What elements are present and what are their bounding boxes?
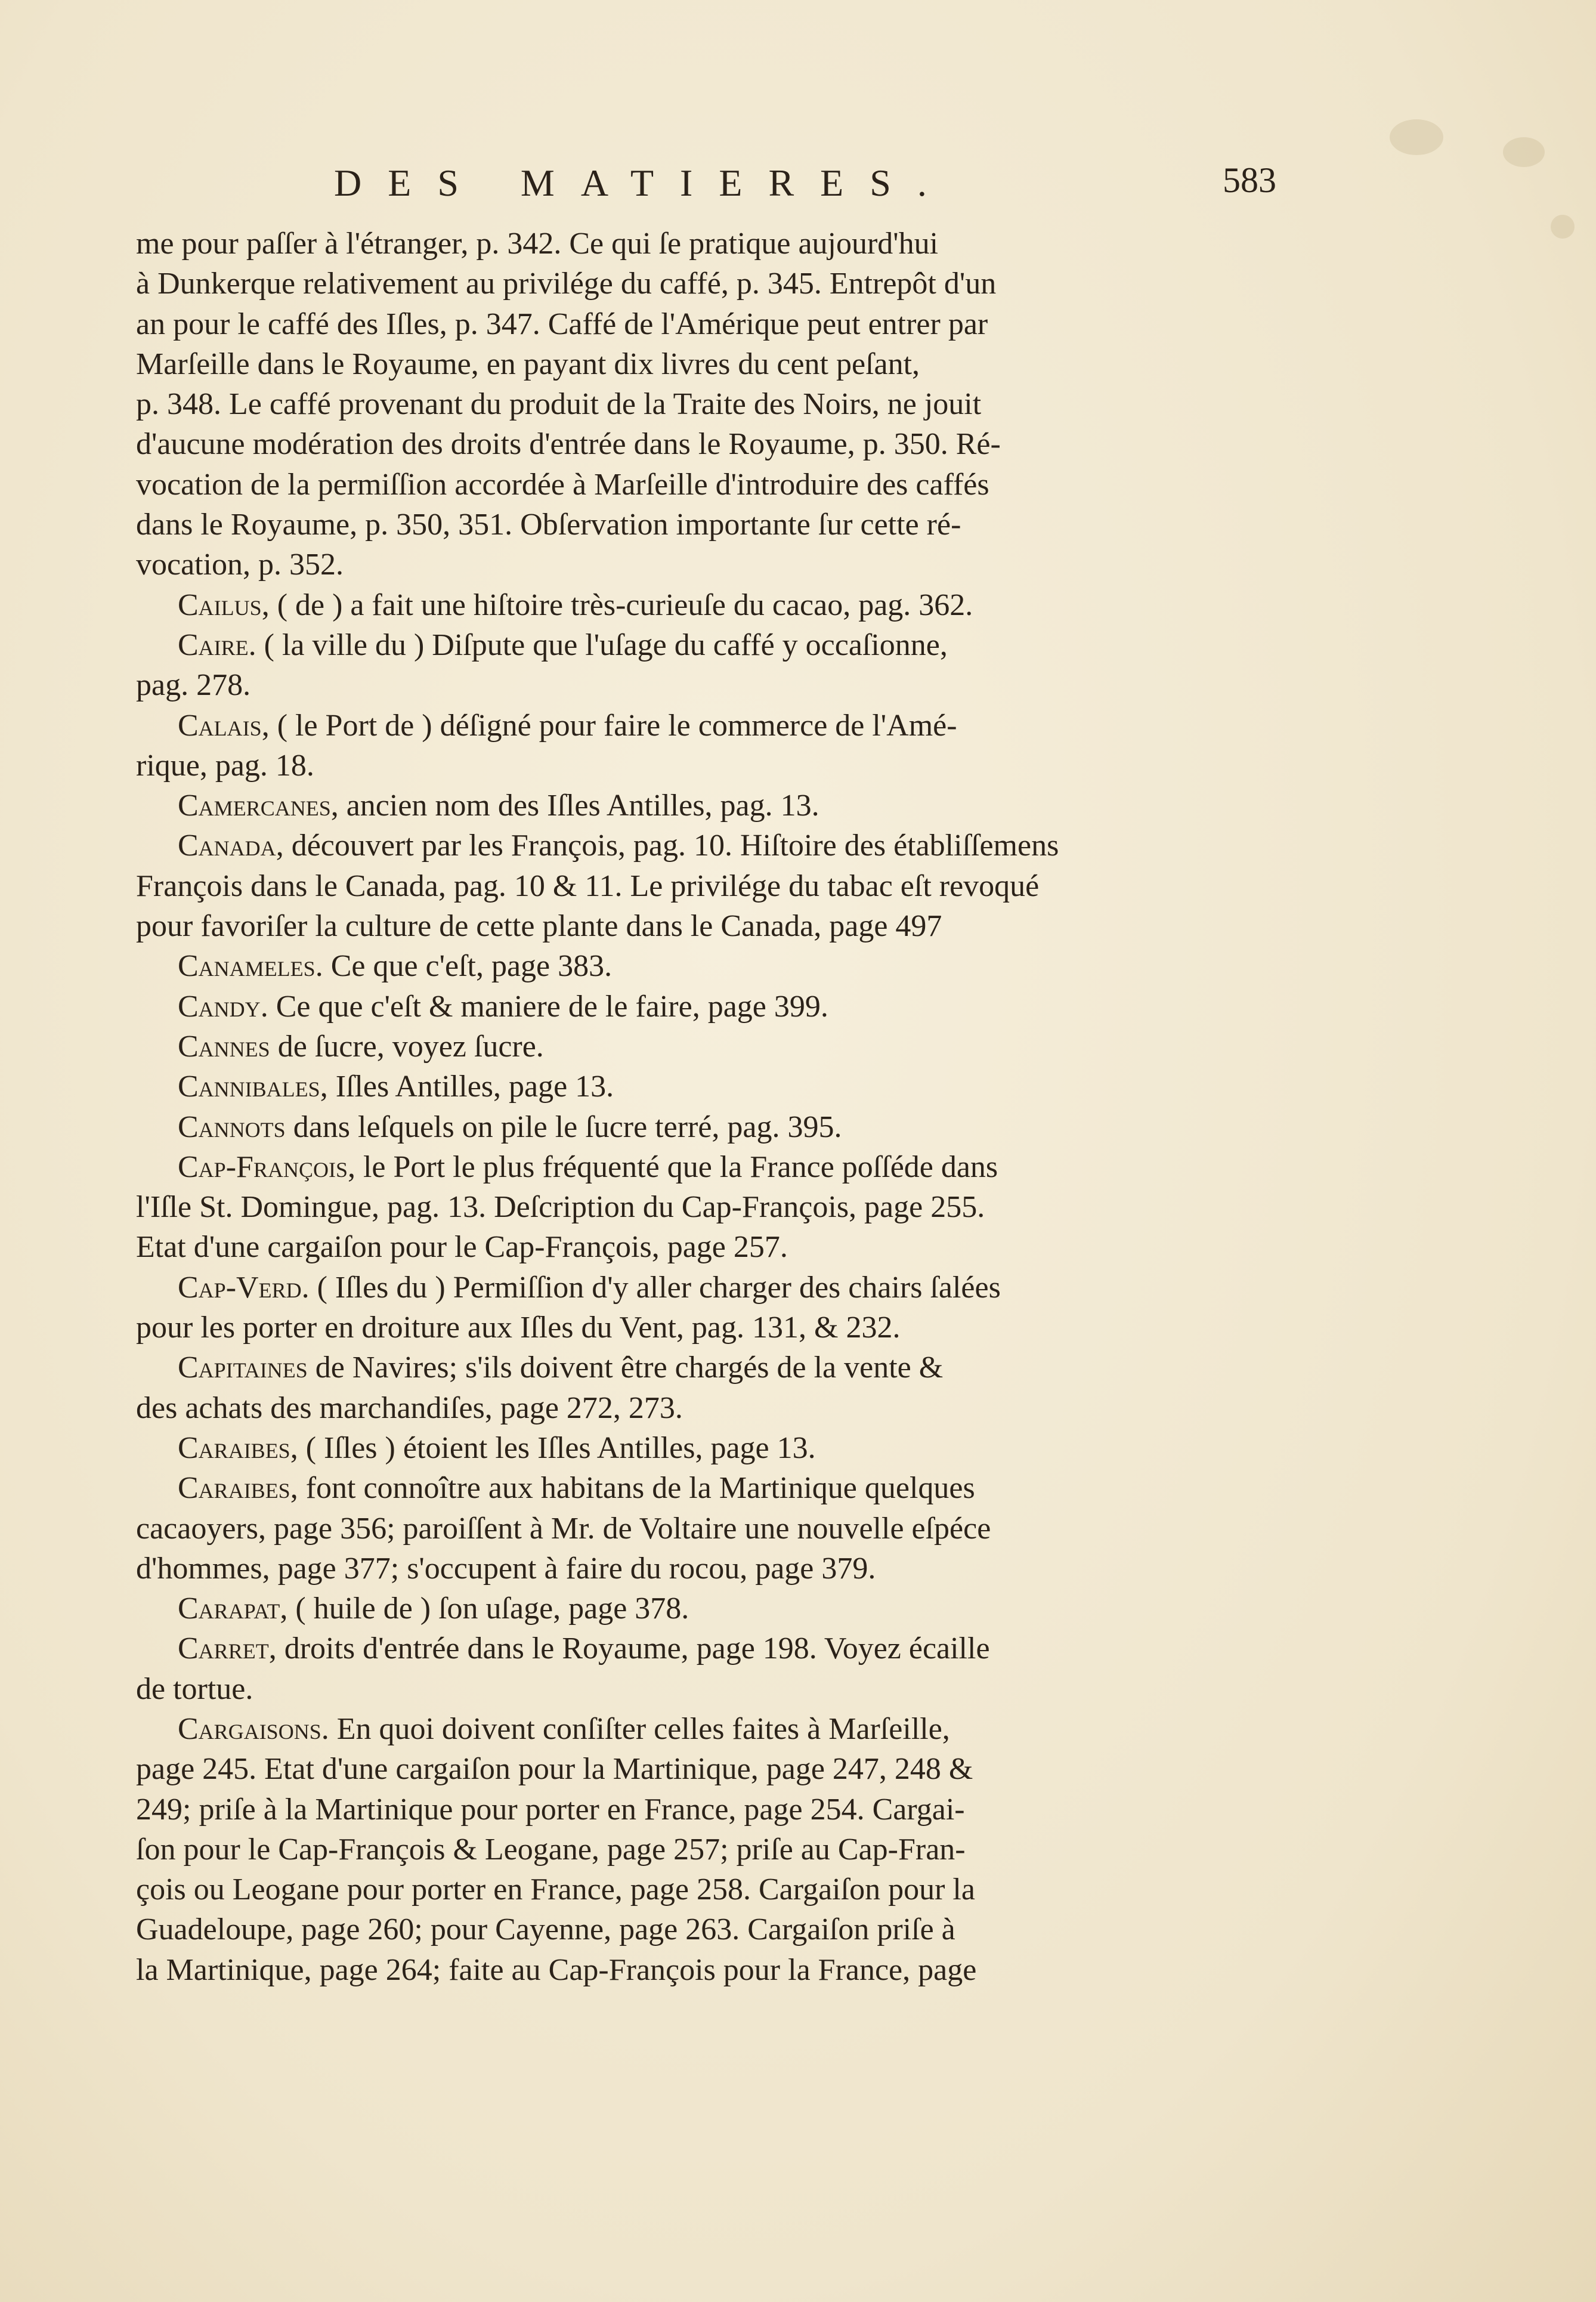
index-entry-candy <box>136 987 1290 1027</box>
entry-headword: Camercanes <box>178 789 331 823</box>
index-line <box>136 1549 1290 1589</box>
index-entry-cargaisons <box>136 1709 1290 1990</box>
index-entry-caire <box>136 625 1290 706</box>
entry-headword: Caraibes <box>178 1430 290 1465</box>
entry-text: page 245. Etat d'une cargaiſon pour la Martinique, page 247, 248 & <box>136 1752 973 1787</box>
index-line <box>136 906 1290 946</box>
index-line <box>136 1870 1290 1909</box>
entry-text: de ſucre, voyez ſucre. <box>270 1029 544 1064</box>
index-line <box>136 1509 1290 1549</box>
entry-text: , font connoître aux habitans de la Martinique quelques <box>290 1471 975 1506</box>
entry-headword: Caraibes <box>178 1471 290 1506</box>
index-text <box>136 224 1290 1990</box>
entry-text: pour les porter en droiture aux Iſles du Vent, pag. 131, & 232. <box>136 1311 901 1345</box>
index-entry-cannots <box>136 1107 1290 1147</box>
entry-text: de Navires; s'ils doivent être chargés de la vente & <box>307 1351 944 1385</box>
entry-text: . ( Iſles du ) Permiſſion d'y aller charger des chairs ſalées <box>301 1270 1001 1305</box>
entry-text: des achats des marchandiſes, page 272, 273. <box>136 1391 683 1425</box>
entry-text: vocation de la permiſſion accordée à Marſeille d'introduire des caffés <box>136 467 989 502</box>
index-line <box>136 224 1290 264</box>
index-line <box>136 1790 1290 1830</box>
index-line <box>136 384 1290 424</box>
foxing-spot <box>1390 119 1443 155</box>
index-entry-caraibes1 <box>136 1428 1290 1468</box>
entry-text: cacaoyers, page 356; paroiſſent à Mr. de Voltaire une nouvelle eſpéce <box>136 1511 991 1546</box>
entry-text: pag. 278. <box>136 668 251 703</box>
index-line <box>136 1950 1290 1990</box>
index-line <box>136 1669 1290 1709</box>
entry-text: pour favoriſer la culture de cette plante dans le Canada, page 497 <box>136 909 942 944</box>
index-entry-cailus <box>136 585 1290 625</box>
index-line <box>136 866 1290 906</box>
entry-text: çois ou Leogane pour porter en France, page 258. Cargaiſon pour la <box>136 1873 975 1907</box>
entry-text: , ( Iſles ) étoient les Iſles Antilles, page 13. <box>290 1430 816 1465</box>
entry-text: , Iſles Antilles, page 13. <box>320 1070 614 1104</box>
entry-headword: Cannots <box>178 1110 286 1144</box>
entry-text: d'hommes, page 377; s'occupent à faire du rocou, page 379. <box>136 1551 876 1586</box>
index-line <box>136 786 1290 826</box>
entry-text: Guadeloupe, page 260; pour Cayenne, page 263. Cargaiſon priſe à <box>136 1912 955 1947</box>
index-entry-cont <box>136 224 1290 585</box>
entry-headword: Cap-Verd <box>178 1270 302 1305</box>
index-entry-carapat <box>136 1589 1290 1629</box>
entry-headword: Cap-François <box>178 1150 348 1184</box>
entry-headword: Cargaisons <box>178 1711 321 1746</box>
entry-headword: Canameles <box>178 949 316 984</box>
index-line <box>136 1909 1290 1949</box>
entry-headword: Cannibales <box>178 1070 320 1104</box>
entry-text: l'Iſle St. Domingue, pag. 13. Deſcription du Cap-François, page 255. <box>136 1190 985 1225</box>
running-header <box>334 156 1252 210</box>
entry-text: dans leſquels on pile le ſucre terré, pag. 395. <box>285 1110 842 1144</box>
entry-text: la Martinique, page 264; faite au Cap-François pour la France, page <box>136 1952 977 1987</box>
entry-headword: Canada <box>178 829 276 863</box>
index-line <box>136 1388 1290 1428</box>
entry-text: 249; priſe à la Martinique pour porter en France, page 254. Cargai- <box>136 1792 965 1827</box>
index-line <box>136 1147 1290 1187</box>
entry-text: Marſeille dans le Royaume, en payant dix livres du cent peſant, <box>136 347 920 381</box>
index-line <box>136 1308 1290 1348</box>
index-line <box>136 826 1290 866</box>
index-line <box>136 1067 1290 1107</box>
index-line <box>136 585 1290 625</box>
index-line <box>136 746 1290 786</box>
entry-text: . ( la ville du ) Diſpute que l'uſage du caffé y occaſionne, <box>248 628 948 662</box>
index-line <box>136 424 1290 464</box>
entry-text: à Dunkerque relativement au privilége du caffé, p. 345. Entrepôt d'un <box>136 267 997 301</box>
index-entry-canada <box>136 826 1290 946</box>
entry-headword: Carret <box>178 1632 269 1666</box>
index-line <box>136 665 1290 705</box>
index-line <box>136 1227 1290 1267</box>
index-line <box>136 1107 1290 1147</box>
index-entry-capfrancois <box>136 1147 1290 1268</box>
entry-text: me pour paſſer à l'étranger, p. 342. Ce qui ſe pratique aujourd'hui <box>136 227 939 261</box>
entry-headword: Candy <box>178 989 261 1024</box>
entry-text: . Ce que c'eſt, page 383. <box>315 949 613 984</box>
entry-headword: Cailus <box>178 588 262 622</box>
entry-text: , droits d'entrée dans le Royaume, page 198. Voyez écaille <box>268 1632 990 1666</box>
index-line <box>136 344 1290 384</box>
entry-text: d'aucune modération des droits d'entrée dans le Royaume, p. 350. Ré- <box>136 427 1001 462</box>
entry-text: , le Port le plus fréquenté que la France poſſéde dans <box>347 1150 998 1184</box>
index-line <box>136 264 1290 304</box>
header-title: DES MATIERES. <box>334 162 953 204</box>
index-line <box>136 465 1290 505</box>
entry-headword: Cannes <box>178 1029 270 1064</box>
index-line <box>136 1268 1290 1308</box>
index-line <box>136 1709 1290 1749</box>
entry-text: , ancien nom des Iſles Antilles, pag. 13. <box>330 789 819 823</box>
index-entry-caraibes2 <box>136 1468 1290 1589</box>
entry-headword: Capitaines <box>178 1351 308 1385</box>
index-entry-calais <box>136 706 1290 786</box>
entry-text: an pour le caffé des Iſles, p. 347. Caffé de l'Amérique peut entrer par <box>136 307 988 341</box>
index-line <box>136 946 1290 986</box>
entry-text: , découvert par les François, pag. 10. Hiſtoire des établiſſemens <box>276 829 1059 863</box>
entry-text: , ( de ) a fait une hiſtoire très-curieuſe du cacao, pag. 362. <box>261 588 973 622</box>
entry-text: . En quoi doivent conſiſter celles faites à Marſeille, <box>321 1711 950 1746</box>
index-line <box>136 706 1290 746</box>
index-entry-capitaines <box>136 1348 1290 1428</box>
entry-headword: Carapat <box>178 1592 280 1626</box>
index-entry-camercanes <box>136 786 1290 826</box>
index-line <box>136 1629 1290 1668</box>
entry-text: . Ce que c'eſt & maniere de le faire, page 399. <box>260 989 828 1024</box>
index-line <box>136 625 1290 665</box>
entry-headword: Caire <box>178 628 249 662</box>
index-line <box>136 505 1290 545</box>
index-line <box>136 1027 1290 1067</box>
index-entry-cannes <box>136 1027 1290 1067</box>
entry-text: p. 348. Le caffé provenant du produit de la Traite des Noirs, ne jouit <box>136 387 982 422</box>
index-line <box>136 1589 1290 1629</box>
index-line <box>136 987 1290 1027</box>
index-line <box>136 1428 1290 1468</box>
entry-text: dans le Royaume, p. 350, 351. Obſervation importante ſur cette ré- <box>136 508 961 542</box>
index-entry-canameles <box>136 946 1290 986</box>
index-line <box>136 1348 1290 1388</box>
index-entry-carret <box>136 1629 1290 1709</box>
index-line <box>136 545 1290 585</box>
entry-text: vocation, p. 352. <box>136 548 344 582</box>
foxing-spot <box>1551 215 1575 239</box>
index-entry-cannibales <box>136 1067 1290 1107</box>
entry-headword: Calais <box>178 708 262 743</box>
index-line <box>136 304 1290 344</box>
entry-text: , ( le Port de ) déſigné pour faire le commerce de l'Amé- <box>261 708 957 743</box>
index-entry-capverd <box>136 1268 1290 1348</box>
page-number: 583 <box>1223 160 1276 200</box>
index-line <box>136 1749 1290 1789</box>
index-line <box>136 1468 1290 1508</box>
entry-text: Etat d'une cargaiſon pour le Cap-François, page 257. <box>136 1230 788 1265</box>
index-line <box>136 1830 1290 1870</box>
entry-text: François dans le Canada, pag. 10 & 11. Le privilége du tabac eſt revoqué <box>136 869 1040 903</box>
entry-text: de tortue. <box>136 1671 253 1706</box>
foxing-spot <box>1503 137 1545 167</box>
index-line <box>136 1187 1290 1227</box>
entry-text: , ( huile de ) ſon uſage, page 378. <box>280 1592 689 1626</box>
entry-text: rique, pag. 18. <box>136 748 314 783</box>
entry-text: ſon pour le Cap-François & Leogane, page 257; priſe au Cap-Fran- <box>136 1832 966 1867</box>
